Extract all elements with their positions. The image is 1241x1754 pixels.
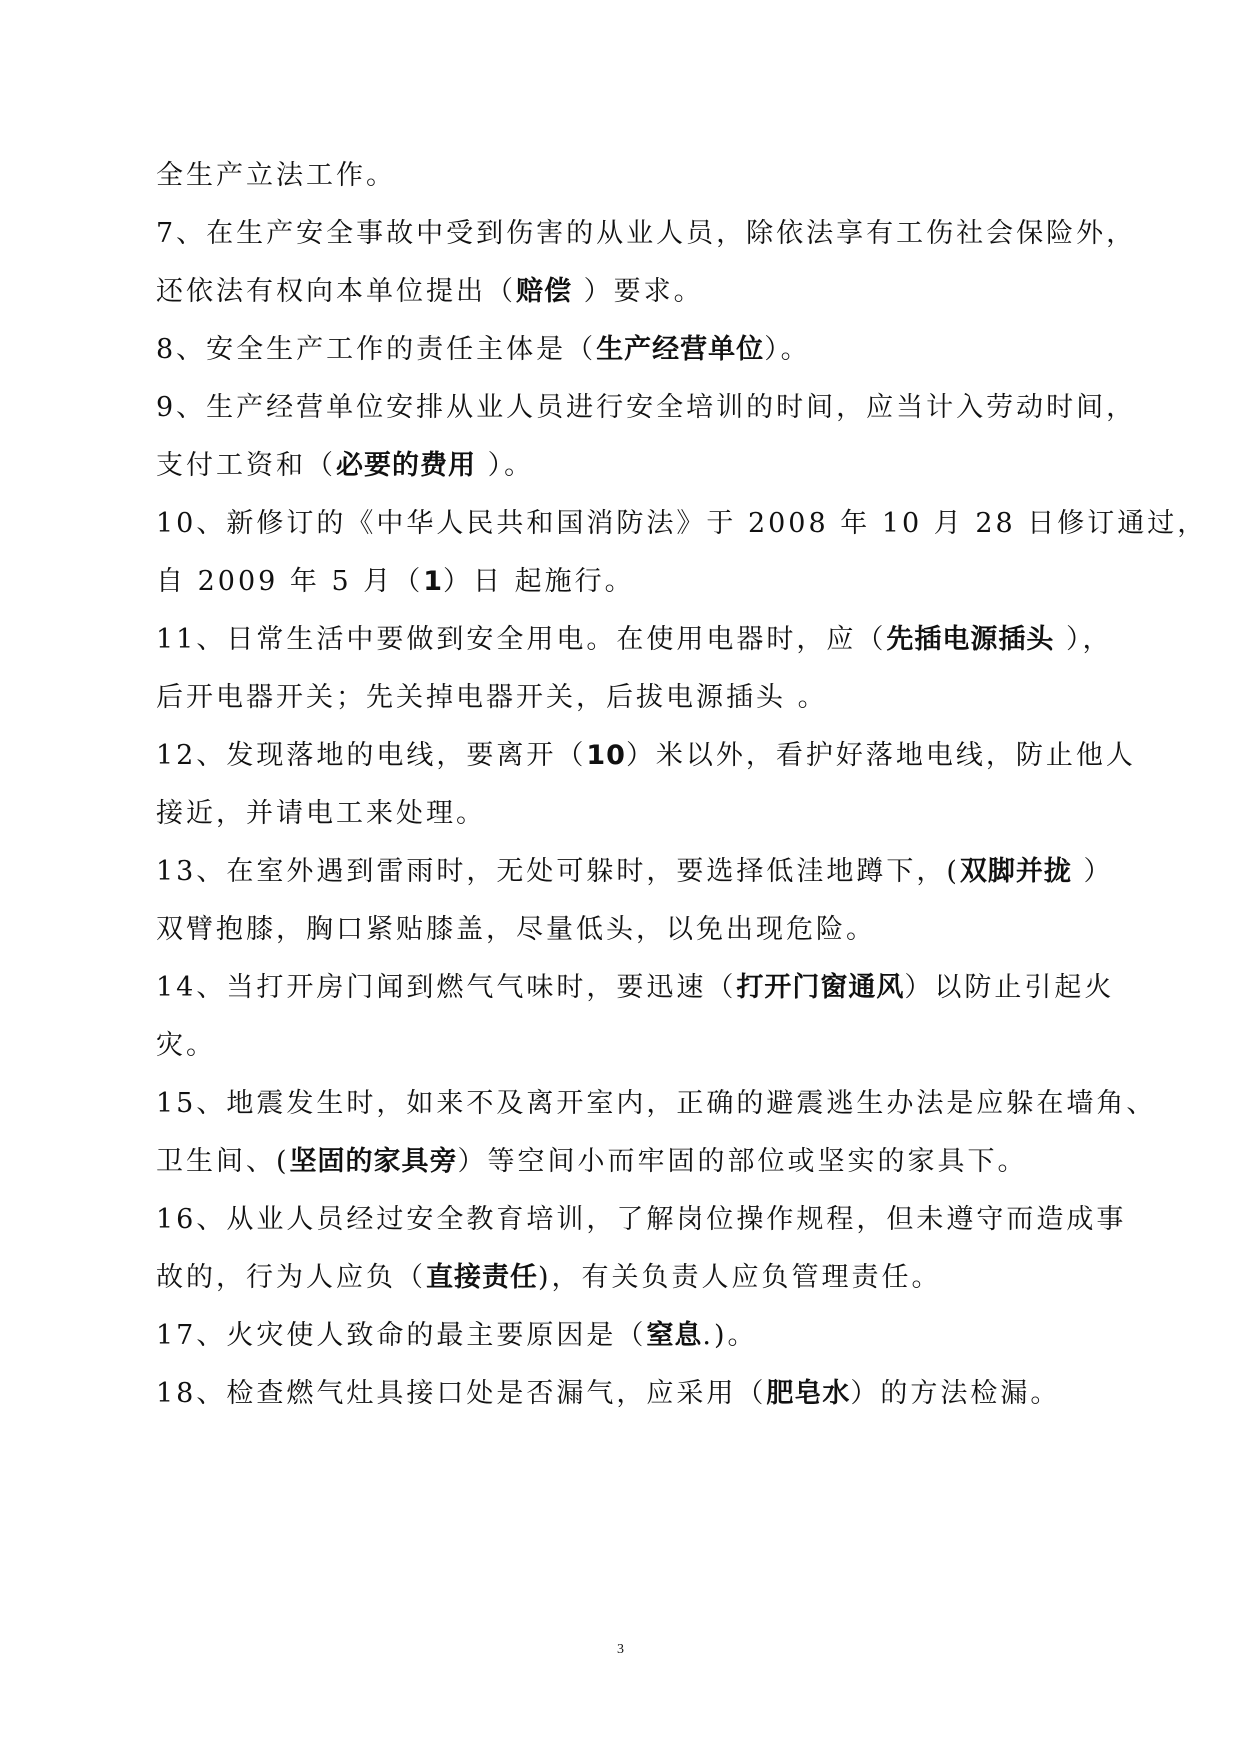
text-line <box>156 1318 1096 1354</box>
body-text: ） <box>1071 856 1114 887</box>
body-text: 后开电器开关；先关掉电器开关，后拔电源插头 。 <box>156 682 828 713</box>
body-text: 9、生产经营单位安排从业人员进行安全培训的时间，应当计入劳动时间， <box>156 392 1137 423</box>
body-text: ）米以外，看护好落地电线，防止他人 <box>625 740 1136 771</box>
answer-text: 生产经营单位 <box>596 334 765 365</box>
text-line <box>156 448 1096 484</box>
body-text: 接近，并请电工来处理。 <box>156 798 486 829</box>
text-line <box>156 1376 1096 1412</box>
answer-text: 肥皂水 <box>766 1378 851 1409</box>
body-text: 14、当打开房门闻到燃气气味时，要迅速（ <box>156 972 737 1003</box>
answer-text: 坚固的家具旁 <box>289 1146 458 1177</box>
body-text: 灾。 <box>156 1030 216 1061</box>
body-text: 支付工资和（ <box>156 450 336 481</box>
answer-text: 双脚并拢 <box>959 856 1072 887</box>
text-line <box>156 1086 1157 1122</box>
body-text: 17、火灾使人致命的最主要原因是（ <box>156 1320 647 1351</box>
answer-text: 赔偿 <box>516 276 572 307</box>
body-text: ）要求。 <box>572 276 704 307</box>
text-line <box>156 390 1137 426</box>
text-line <box>156 796 1096 832</box>
body-text: ）。 <box>764 334 811 365</box>
answer-text: 必要的费用 <box>336 450 476 481</box>
text-line <box>156 158 1096 194</box>
body-text: 11、日常生活中要做到安全用电。在使用电器时，应（ <box>156 624 887 655</box>
answer-text: 先插电源插头 <box>886 624 1055 655</box>
text-line <box>156 1028 1096 1064</box>
answer-text: 10 <box>586 740 626 771</box>
body-text: .)。 <box>702 1320 758 1351</box>
body-text: 自 2009 年 5 月（ <box>156 566 424 597</box>
body-text: ）， <box>1054 624 1113 655</box>
text-line <box>156 912 1096 948</box>
text-line <box>156 622 1113 658</box>
body-text: 15、地震发生时，如来不及离开室内，正确的避震逃生办法是应躲在墙角、 <box>156 1088 1157 1119</box>
text-line <box>156 680 1096 716</box>
body-text: 8、安全生产工作的责任主体是（ <box>156 334 597 365</box>
answer-text: 打开门窗通风 <box>736 972 905 1003</box>
text-line <box>156 332 1096 368</box>
body-text: ）等空间小而牢固的部位或坚实的家具下。 <box>457 1146 1028 1177</box>
answer-text: 直接责任 <box>426 1262 538 1293</box>
text-line <box>156 274 1096 310</box>
body-text: 18、检查燃气灶具接口处是否漏气，应采用（ <box>156 1378 767 1409</box>
text-line <box>156 738 1136 774</box>
body-text: 13、在室外遇到雷雨时，无处可躲时，要选择低洼地蹲下，( <box>156 856 960 887</box>
body-text: 16、从业人员经过安全教育培训，了解岗位操作规程，但未遵守而造成事 <box>156 1204 1127 1235</box>
body-text: 12、发现落地的电线，要离开（ <box>156 740 587 771</box>
answer-text: 窒息 <box>646 1320 703 1351</box>
body-text: ）以防止引起火 <box>904 972 1115 1003</box>
body-text: 故的，行为人应负（ <box>156 1262 426 1293</box>
text-line <box>156 1202 1127 1238</box>
text-line <box>156 1144 1096 1180</box>
body-text: 7、在生产安全事故中受到伤害的从业人员，除依法享有工伤社会保险外， <box>156 218 1137 249</box>
body-text: 双臂抱膝，胸口紧贴膝盖，尽量低头，以免出现危险。 <box>156 914 876 945</box>
body-text: 全生产立法工作。 <box>156 160 396 191</box>
text-line <box>156 970 1115 1006</box>
text-line <box>156 1260 1096 1296</box>
body-text: 还依法有权向本单位提出（ <box>156 276 516 307</box>
body-text: ）。 <box>476 450 535 481</box>
text-line <box>156 506 1208 542</box>
body-text: )，有关负责人应负管理责任。 <box>538 1262 942 1293</box>
page-number: 3 <box>617 1642 624 1657</box>
text-line <box>156 216 1137 252</box>
text-line <box>156 564 1096 600</box>
body-text: 10、新修订的《中华人民共和国消防法》于 2008 年 10 月 28 日修订通过， <box>156 508 1208 539</box>
body-text: 卫生间、( <box>156 1146 290 1177</box>
answer-text: 1 <box>423 566 444 597</box>
text-line <box>156 854 1114 890</box>
body-text: ）的方法检漏。 <box>850 1378 1061 1409</box>
body-text: ）日 起施行。 <box>443 566 635 597</box>
